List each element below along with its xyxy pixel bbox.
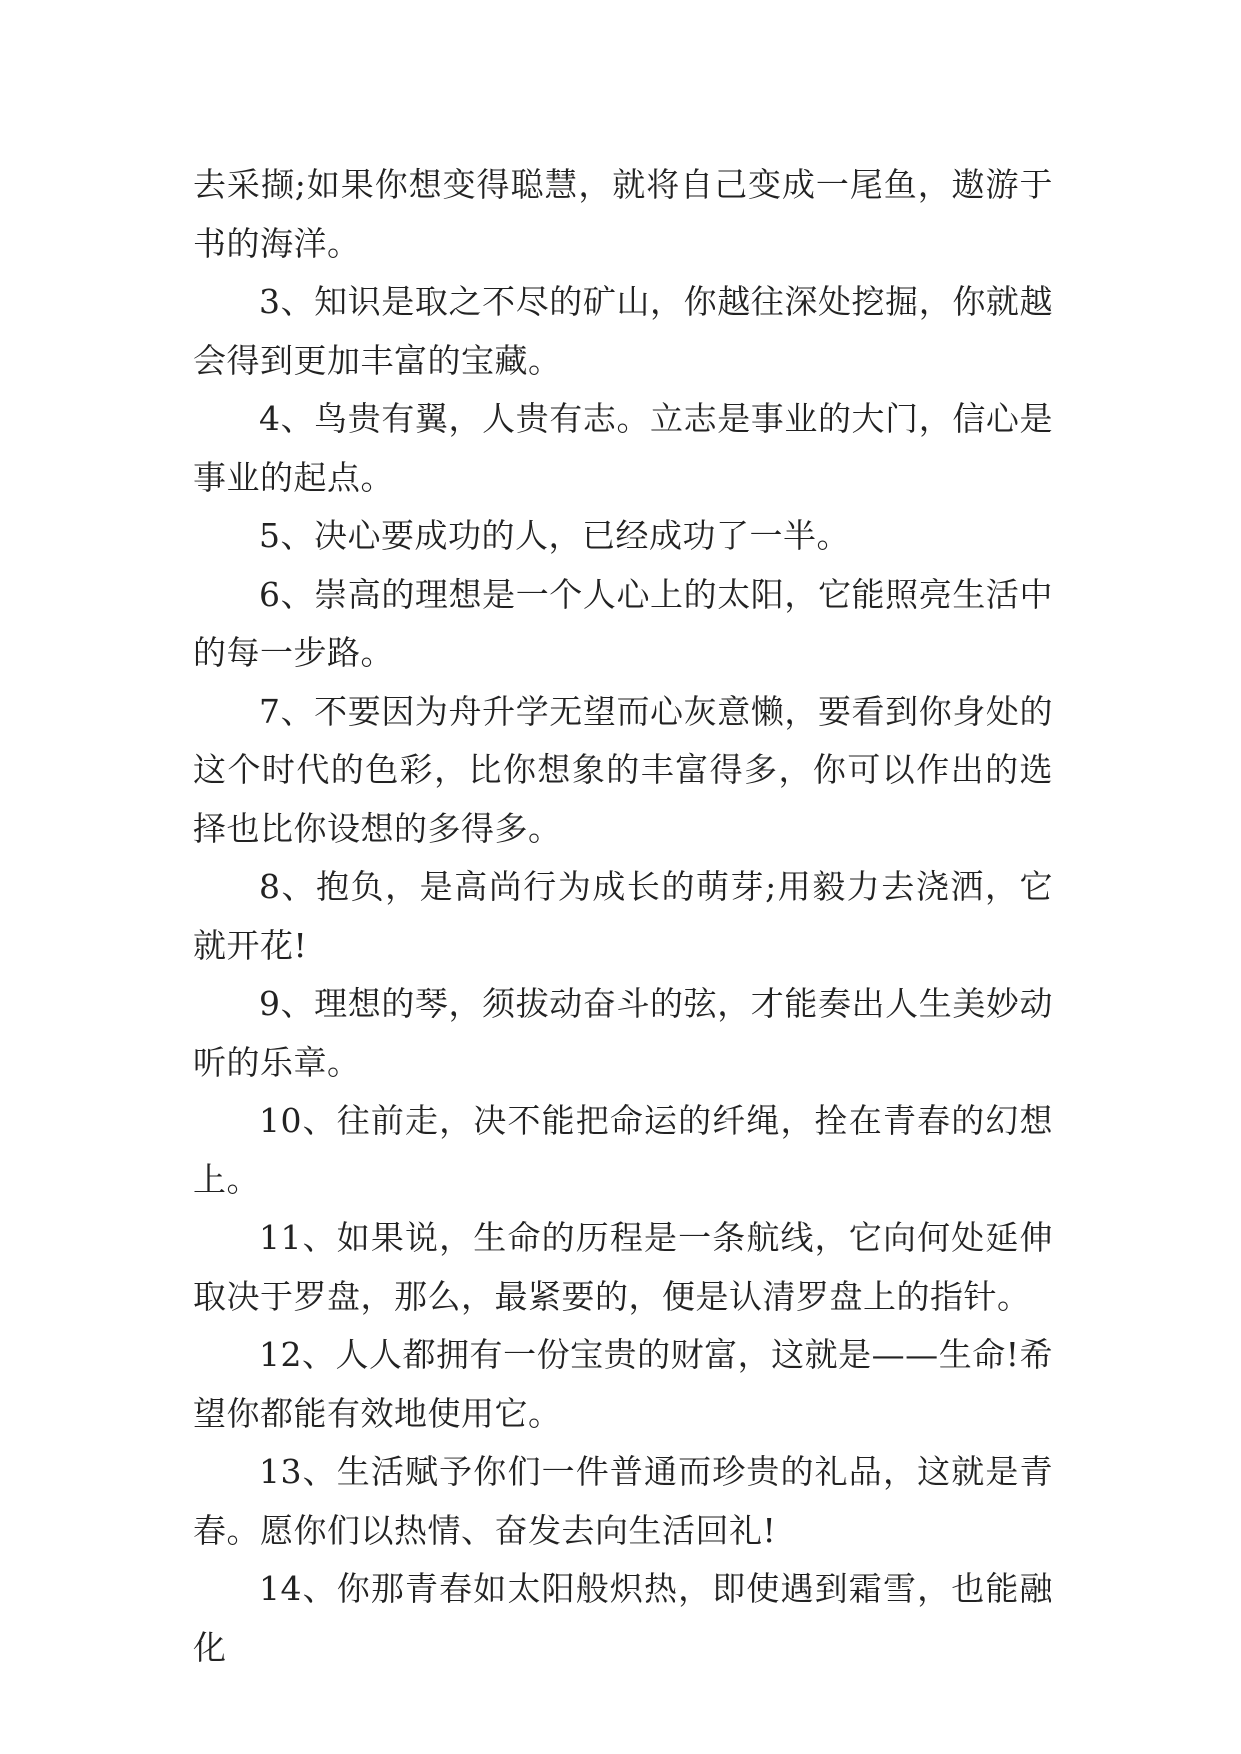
- paragraph-item-13: 13、生活赋予你们一件普通而珍贵的礼品，这就是青春。愿你们以热情、奋发去向生活回礼!: [193, 1452, 1053, 1550]
- paragraph-item-14: 14、你那青春如太阳般炽热，即使遇到霜雪，也能融化: [193, 1569, 1053, 1667]
- paragraph-item-6: 6、崇高的理想是一个人心上的太阳，它能照亮生活中的每一步路。: [193, 574, 1053, 672]
- paragraph-item-3: 3、知识是取之不尽的矿山，你越往深处挖掘，你就越会得到更加丰富的宝藏。: [193, 282, 1053, 380]
- paragraph-item-12: 12、人人都拥有一份宝贵的财富，这就是——生命!希望你都能有效地使用它。: [193, 1335, 1053, 1433]
- paragraph-item-4: 4、鸟贵有翼，人贵有志。立志是事业的大门，信心是事业的起点。: [193, 399, 1053, 497]
- paragraph-item-10: 10、往前走，决不能把命运的纤绳，拴在青春的幻想上。: [193, 1101, 1053, 1199]
- paragraph-item-9: 9、理想的琴，须拔动奋斗的弦，才能奏出人生美妙动听的乐章。: [193, 984, 1053, 1082]
- paragraph-continuation: 去采撷;如果你想变得聪慧，就将自己变成一尾鱼，遨游于书的海洋。: [193, 165, 1053, 263]
- paragraph-item-11: 11、如果说，生命的历程是一条航线，它向何处延伸取决于罗盘，那么，最紧要的，便是认清罗盘上的指针。: [193, 1218, 1053, 1316]
- paragraph-item-8: 8、抱负，是高尚行为成长的萌芽;用毅力去浇洒，它就开花!: [193, 867, 1053, 965]
- body-text: [193, 156, 1053, 1677]
- paragraph-item-5: 5、决心要成功的人，已经成功了一半。: [259, 516, 850, 555]
- paragraph-item-7: 7、不要因为舟升学无望而心灰意懒，要看到你身处的这个时代的色彩，比你想象的丰富得多，你可以作出的选择也比你设想的多得多。: [193, 691, 1053, 848]
